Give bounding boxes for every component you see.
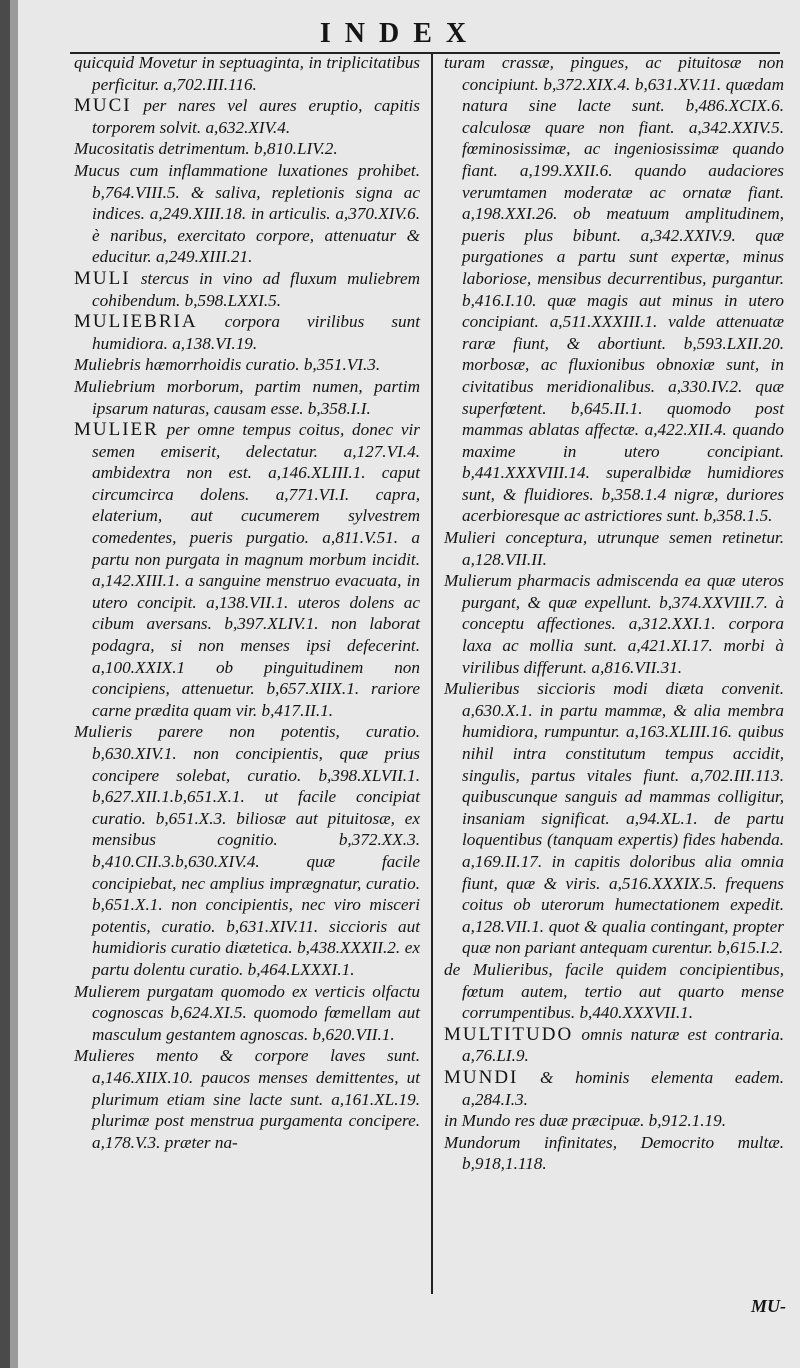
entry-text: per omne tempus coitus, donec vir semen emiserit, delectatur. a,127.VI.4. ambidextra non est. a,146.XLIII.1. caput circumcirca dolens. a,771.VI.I. capra, elaterium, aut cucumerem sylvestrem comedentes, pueris purgatio. a,811.V.51. a partu non purgata in magnum morbum incidit. a,142.XIII.1. a sanguine menstruo evacuata, in utero concipit. a,138.VII.1. uteros dolens ac cibum aversans. b,397.XLIV.1. non laborat podagra, si non menses ipsi defecerint. a,100.XXIX.1 ob pinguitudinem non concipiens, attenuetur. b,657.XIIX.1. rariore carne prædita quam vir. b,417.II.1. (92, 420, 420, 720)
index-entry (444, 1110, 784, 1132)
entry-text: quicquid Movetur in septuaginta, in triplicitatibus perficitur. a,702.III.116. (74, 53, 420, 94)
index-entry (444, 527, 784, 570)
index-entry (444, 678, 784, 959)
entry-text: in Mundo res duæ præcipuæ. b,912.1.19. (444, 1111, 727, 1131)
index-entry (444, 1132, 784, 1175)
index-entry (74, 354, 420, 376)
index-entry (74, 95, 420, 138)
index-entry (74, 160, 420, 268)
entry-headword: MULI (74, 267, 131, 289)
right-column (444, 52, 784, 1175)
entry-text: turam crassæ, pingues, ac pituitosæ non concipiunt. b,372.XIX.4. b,631.XV.11. quædam natura sine lacte sunt. b,486.XCIX.6. calculosæ quare non fiant. a,342.XXIV.5. fœminosissimæ, ac ingeniosissimæ quando fiant. a,199.XXII.6. quando audaciores verumtamen moderatæ ac ornatæ fiant. a,198.XXI.26. ob meatuum amplitudinem, pueris plus bibunt. a,342.XXIV.9. quæ purgationes a partu sunt expertæ, minus laboriose, mensibus decurrentibus, purgantur. b,416.I.10. quæ magis aut minus in utero concipiant. a,511.XXXIII.1. valde attenuatæ raræ fiunt, & abortiunt. b,593.LXII.20. morbosæ, ac fluxionibus obnoxiæ sunt, in civitatibus meridionalibus. a,330.IV.2. quæ superfœtent. b,645.II.1. quomodo post mammas ablatas affectæ. a,422.XII.4. quando maxime in utero concipiant. b,441.XXXVIII.14. superalbidæ humidiores sunt, & fluidiores. b,358.1.4 nigræ, duriores acerbioresque ac astrictiores sunt. b,358.1.5. (444, 53, 784, 526)
index-entry (74, 311, 420, 354)
entry-headword: MULTITUDO (444, 1023, 574, 1045)
entry-headword: MUCI (74, 95, 132, 117)
index-entry (74, 52, 420, 95)
entry-headword: MULIEBRIA (74, 311, 198, 333)
left-column (74, 52, 420, 1153)
index-entry (74, 376, 420, 419)
index-entry (74, 138, 420, 160)
index-entry (74, 981, 420, 1046)
index-entry (74, 419, 420, 721)
entry-text: stercus in vino ad fluxum muliebrem cohibendum. b,598.LXXI.5. (92, 268, 420, 310)
index-entry (444, 959, 784, 1024)
index-entry (74, 1045, 420, 1153)
page-header: INDEX (319, 18, 481, 49)
page-edge (10, 0, 18, 1368)
entry-text: Mucositatis detrimentum. b,810.LIV.2. (74, 139, 338, 159)
entry-text: per nares vel aures eruptio, capitis torporem solvit. a,632.XIV.4. (92, 96, 420, 137)
entry-text: Mulieres mento & corpore laves sunt. a,146.XIIX.10. paucos menses demittentes, ut plurimum etiam sine lacte sunt. a,161.XL.19. plurimæ post menstrua purgamenta concipere. a,178.V.3. præter na- (74, 1046, 420, 1152)
entry-text: corpora virilibus sunt humidiora. a,138.VI.19. (92, 312, 420, 353)
entry-text: Mulieribus siccioris modi diæta convenit. a,630.X.1. in partu mammæ, & alia membra humidiora, rumpuntur. a,163.XLIII.16. quibus nihil intra constitutum tempus accidit, singulis, partus vitales fiunt. a,702.III.113. quibuscunque sanguis ad mammas colligitur, insaniam significat. a,94.XL.1. de partu loquentibus (tanquam expertis) fides habenda. a,169.II.17. in capitis doloribus alia omnia fiunt, quæ & viris. a,516.XXXIX.5. frequens coitus ob uterorum humectationem expedit. a,128.VII.1. quot & qualia contingant, propter quæ non pariant antequam curentur. b,615.I.2. (444, 679, 784, 958)
entry-headword: MULIER (74, 419, 159, 441)
binding-shadow (0, 0, 10, 1368)
entry-text: Mulierem purgatam quomodo ex verticis olfactu cognoscas b,624.XI.5. quomodo fœmellam aut masculum gestantem agnoscas. b,620.VII.1. (74, 981, 420, 1044)
index-entry (74, 721, 420, 980)
entry-text: Muliebris hæmorrhoidis curatio. b,351.VI.3. (74, 355, 381, 375)
entry-text: Mucus cum inflammatione luxationes prohibet. b,764.VIII.5. & saliva, repletionis signa ac indices. a,249.XIII.18. in articulis. a,370.XIV.6. è naribus, exercitato corpore, attenuatur & educitur. a,249.XIII.21. (74, 160, 420, 267)
entry-text: Mulierum pharmacis admiscenda ea quæ uteros purgant, & quæ expellunt. b,374.XXVIII.7. à conceptu affectiones. a,312.XXI.1. corpora laxa ac mollia sunt. a,421.XI.17. morbi à virilibus differunt. a,816.VII.31. (444, 571, 784, 677)
entry-text: Mundorum infinitates, Democrito multæ. b,918,1.118. (444, 1132, 784, 1174)
column-divider (431, 54, 433, 1294)
index-entry (74, 268, 420, 311)
catchword: MU- (751, 1296, 786, 1316)
index-entry (444, 1024, 784, 1067)
index-entry (444, 1067, 784, 1110)
entry-text: omnis naturæ est contraria. a,76.LI.9. (462, 1024, 784, 1066)
entry-text: & hominis elementa eadem. a,284.I.3. (462, 1067, 784, 1109)
entry-headword: MUNDI (444, 1066, 519, 1088)
index-entry (444, 570, 784, 678)
entry-text: Mulieri conceptura, utrunque semen retinetur. a,128.VII.II. (444, 528, 784, 569)
index-entry (444, 52, 784, 527)
entry-text: Muliebrium morborum, partim numen, partim ipsarum naturas, causam esse. b,358.I.I. (74, 376, 420, 418)
entry-text: de Mulieribus, facile quidem concipientibus, fœtum autem, tertio aut quarto mense corrumpentibus. b,440.XXXVII.1. (444, 959, 784, 1023)
entry-text: Mulieris parere non potentis, curatio. b,630.XIV.1. non concipientis, quæ prius concipere solebat, curatio. b,398.XLVII.1. b,627.XII.1.b,651.X.1. ut facile concipiat curatio. b,651.X.3. biliosæ aut pituitosæ, ex mensibus cognitio. b,372.XX.3. b,410.CII.3.b,630.XIV.4. quæ facile concipiebat, nec amplius imprægnatur, curatio. b,651.X.1. non concipientis, nec viro misceri potentis, curatio. b,631.XIV.11. siccioris aut humidioris curatio diætetica. b,438.XXXII.2. ex partu dolentu curatio. b,464.LXXXI.1. (74, 722, 420, 979)
